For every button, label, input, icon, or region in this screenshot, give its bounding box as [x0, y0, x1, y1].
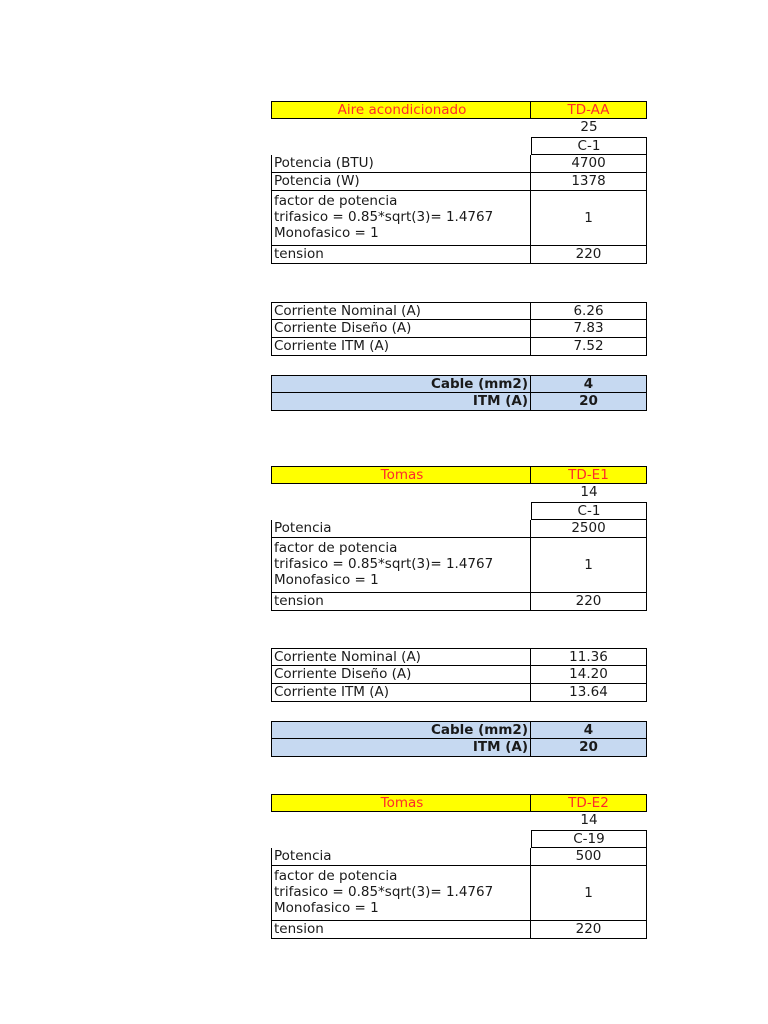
section-title: Tomas — [271, 794, 531, 812]
design-current-value: 7.83 — [531, 320, 647, 338]
power-label: Potencia — [271, 520, 531, 538]
power-factor-label: factor de potencia trifasico = 0.85*sqrt(3)= 1.4767 Monofasico = 1 — [271, 866, 531, 921]
power-btu-row — [271, 155, 647, 173]
section-header — [271, 466, 647, 484]
itm-label: ITM (A) — [271, 393, 531, 411]
cable-row — [271, 721, 647, 739]
power-label: Potencia — [271, 848, 531, 866]
power-factor-value: 1 — [531, 866, 647, 921]
itm-value: 20 — [531, 739, 647, 757]
itm-value: 20 — [531, 393, 647, 411]
power-factor-value: 1 — [531, 191, 647, 246]
design-current-row — [271, 666, 647, 684]
nominal-current-label: Corriente Nominal (A) — [271, 648, 531, 666]
design-current-row — [271, 320, 647, 338]
selection-table-2 — [271, 721, 647, 757]
circuit-value: C-19 — [531, 830, 647, 848]
tension-row — [271, 246, 647, 264]
itm-label: ITM (A) — [271, 739, 531, 757]
circuit-row — [271, 502, 647, 520]
itm-current-label: Corriente ITM (A) — [271, 684, 531, 702]
circuit-value: C-1 — [531, 137, 647, 155]
currents-table-1 — [271, 302, 647, 356]
power-factor-label: factor de potencia trifasico = 0.85*sqrt(3)= 1.4767 Monofasico = 1 — [271, 538, 531, 593]
nominal-current-row — [271, 648, 647, 666]
section-tomas-td-e1 — [271, 466, 647, 611]
cable-value: 4 — [531, 721, 647, 739]
cable-label: Cable (mm2) — [271, 721, 531, 739]
tension-label: tension — [271, 593, 531, 611]
power-factor-row — [271, 538, 647, 593]
tension-label: tension — [271, 921, 531, 939]
power-row — [271, 848, 647, 866]
cable-value: 4 — [531, 375, 647, 393]
section-code: TD-E1 — [531, 466, 647, 484]
itm-current-label: Corriente ITM (A) — [271, 338, 531, 356]
power-factor-row — [271, 866, 647, 921]
count-row — [271, 812, 647, 830]
selection-table-1 — [271, 375, 647, 411]
itm-current-row — [271, 684, 647, 702]
circuit-row — [271, 137, 647, 155]
nominal-current-label: Corriente Nominal (A) — [271, 302, 531, 320]
count-row — [271, 484, 647, 502]
circuit-row — [271, 830, 647, 848]
power-row — [271, 520, 647, 538]
count-value: 14 — [580, 812, 598, 828]
power-factor-row — [271, 191, 647, 246]
power-w-value: 1378 — [531, 173, 647, 191]
currents-table-2 — [271, 648, 647, 702]
tension-value: 220 — [531, 246, 647, 264]
tension-row — [271, 593, 647, 611]
section-code: TD-E2 — [531, 794, 647, 812]
power-value: 2500 — [531, 520, 647, 538]
power-factor-label: factor de potencia trifasico = 0.85*sqrt(3)= 1.4767 Monofasico = 1 — [271, 191, 531, 246]
tension-row — [271, 921, 647, 939]
power-value: 500 — [531, 848, 647, 866]
section-title: Tomas — [271, 466, 531, 484]
nominal-current-row — [271, 302, 647, 320]
tension-value: 220 — [531, 921, 647, 939]
itm-row — [271, 393, 647, 411]
tension-label: tension — [271, 246, 531, 264]
itm-current-value: 7.52 — [531, 338, 647, 356]
design-current-label: Corriente Diseño (A) — [271, 666, 531, 684]
design-current-label: Corriente Diseño (A) — [271, 320, 531, 338]
section-code: TD-AA — [531, 101, 647, 119]
count-value: 25 — [580, 119, 598, 135]
power-factor-value: 1 — [531, 538, 647, 593]
section-header — [271, 101, 647, 119]
itm-current-value: 13.64 — [531, 684, 647, 702]
power-w-label: Potencia (W) — [271, 173, 531, 191]
tension-value: 220 — [531, 593, 647, 611]
section-aire-acondicionado — [271, 101, 647, 264]
power-w-row — [271, 173, 647, 191]
count-row — [271, 119, 647, 137]
section-title: Aire acondicionado — [271, 101, 531, 119]
nominal-current-value: 11.36 — [531, 648, 647, 666]
circuit-value: C-1 — [531, 502, 647, 520]
design-current-value: 14.20 — [531, 666, 647, 684]
count-value: 14 — [580, 484, 598, 500]
section-tomas-td-e2 — [271, 794, 647, 939]
section-header — [271, 794, 647, 812]
itm-current-row — [271, 338, 647, 356]
power-btu-label: Potencia (BTU) — [271, 155, 531, 173]
cable-label: Cable (mm2) — [271, 375, 531, 393]
nominal-current-value: 6.26 — [531, 302, 647, 320]
cable-row — [271, 375, 647, 393]
itm-row — [271, 739, 647, 757]
power-btu-value: 4700 — [531, 155, 647, 173]
